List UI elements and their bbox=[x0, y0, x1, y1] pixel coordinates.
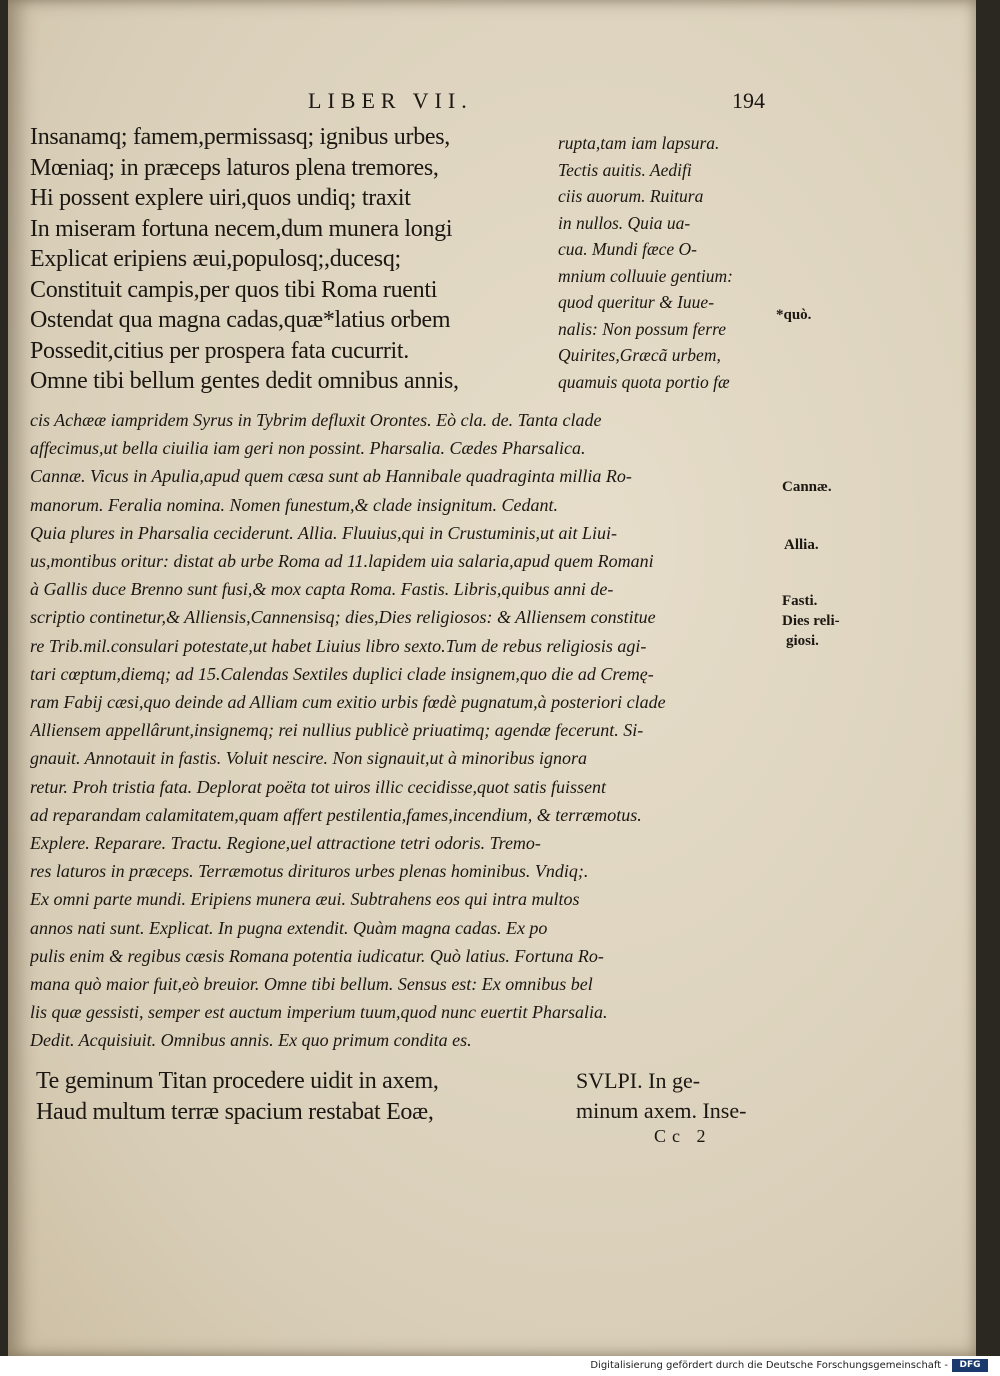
commentary-line: Tectis auitis. Aedifi bbox=[558, 159, 692, 180]
commentary-line: lis quæ gessisti, semper est auctum imperium tuum,quod nunc euertit Pharsalia. bbox=[30, 1002, 608, 1023]
margin-note: Fasti. bbox=[782, 593, 818, 609]
commentary-line: affecimus,ut bella ciuilia iam geri non possint. Pharsalia. Cædes Pharsalica. bbox=[30, 438, 586, 459]
verse-line: Explicat eripiens æui,populosq;,ducesq; bbox=[30, 246, 401, 272]
verse-block bbox=[30, 122, 570, 397]
footer-bar bbox=[0, 1356, 1000, 1376]
commentary-line: retur. Proh tristia fata. Deplorat poëta tot uiros illic cecidisse,quot satis fuissent bbox=[30, 776, 606, 797]
commentary-line: ram Fabij cæsi,quo deinde ad Alliam cum exitio urbis fœdè pugnatum,à posteriori clade bbox=[30, 692, 666, 713]
footer-credit: Digitalisierung gefördert durch die Deutsche Forschungsgemeinschaft - bbox=[590, 1360, 948, 1371]
commentary-line: mana quò maior fuit,eò breuior. Omne tibi bellum. Sensus est: Ex omnibus bel bbox=[30, 974, 593, 995]
commentary-line: re Trib.mil.consulari potestate,ut habet Liuius libro sexto.Tum de rebus religiosis agi- bbox=[30, 635, 647, 656]
commentary-line: Explere. Reparare. Tractu. Regione,uel attractione tetri odoris. Tremo- bbox=[30, 833, 541, 854]
page-number: 194 bbox=[732, 88, 765, 113]
commentary-line: in nullos. Quia ua- bbox=[558, 212, 691, 233]
margin-note: giosi. bbox=[786, 633, 819, 649]
commentary-line: SVLPI. In ge- bbox=[576, 1068, 701, 1093]
commentary-line: nalis: Non possum ferre bbox=[558, 318, 727, 339]
commentary-line: gnauit. Annotauit in fastis. Voluit nescire. Non signauit,ut à minoribus ignora bbox=[30, 748, 588, 769]
commentary-line: minum axem. Inse- bbox=[576, 1098, 747, 1123]
verse-line: Ostendat qua magna cadas,quæ*latius orbem bbox=[30, 307, 451, 333]
margin-note: *quò. bbox=[776, 307, 812, 323]
verse-line: In miseram fortuna necem,dum munera longi bbox=[30, 215, 453, 242]
commentary-line: us,montibus oritur: distat ab urbe Roma ad 11.lapidem uia salaria,apud quem Romani bbox=[30, 551, 654, 572]
commentary-line: mnium colluuie gentium: bbox=[558, 265, 733, 286]
margin-note: Dies reli- bbox=[782, 613, 840, 629]
commentary-line: annos nati sunt. Explicat. In pugna extendit. Quàm magna cadas. Ex po bbox=[30, 917, 548, 938]
commentary-line: Dedit. Acquisiuit. Omnibus annis. Ex quo primum condita es. bbox=[30, 1030, 472, 1051]
commentary-line: res laturos in præceps. Terræmotus dirituros urbes plenas hominibus. Vndiq;. bbox=[30, 861, 589, 882]
commentary-line: manorum. Feralia nomina. Nomen funestum,& clade insignitum. Cedant. bbox=[30, 494, 558, 515]
verse-line: Possedit,citius per prospera fata cucurrit. bbox=[30, 337, 409, 364]
commentary-line: cua. Mundi fæce O- bbox=[558, 239, 697, 259]
verse-line: Hi possent explere uiri,quos undiq; traxit bbox=[30, 185, 411, 211]
signature-mark: Cc 2 bbox=[654, 1126, 712, 1146]
verse-line: Insanamq; famem,permissasq; ignibus urbes, bbox=[30, 124, 450, 150]
commentary-line: tari cœptum,diemq; ad 15.Calendas Sextiles duplici clade insignem,quo die ad Cremę- bbox=[30, 663, 654, 684]
commentary-line: cis Achææ iampridem Syrus in Tybrim defluxit Orontes. Eò cla. de. Tanta clade bbox=[30, 410, 602, 430]
commentary-line: Quirites,Græcã urbem, bbox=[558, 345, 721, 365]
commentary-line: ciis auorum. Ruitura bbox=[558, 186, 704, 206]
full-width-commentary bbox=[30, 406, 782, 1055]
verse-line: Haud multum terræ spacium restabat Eoæ, bbox=[36, 1098, 434, 1125]
commentary-line: scriptio continetur,& Alliensis,Cannensisq; dies,Dies religiosos: & Alliensem constitue bbox=[30, 607, 656, 628]
book-page bbox=[8, 0, 976, 1356]
running-title: LIBER VII. bbox=[308, 88, 473, 113]
commentary-line: rupta,tam iam lapsura. bbox=[558, 133, 720, 153]
verse-line: Mœniaq; in præceps laturos plena tremores, bbox=[30, 154, 439, 181]
margin-note: Cannæ. bbox=[782, 479, 832, 495]
commentary-line: Ex omni parte mundi. Eripiens munera æui. Subtrahens eos qui intra multos bbox=[30, 889, 580, 910]
commentary-line: Alliensem appellârunt,insignemq; rei nullius publicè priuatimq; agendæ fecerunt. Si- bbox=[30, 720, 644, 741]
verse-line: Te geminum Titan procedere uidit in axem, bbox=[36, 1068, 439, 1094]
side-commentary bbox=[558, 130, 782, 395]
commentary-line: Quia plures in Pharsalia ceciderunt. Allia. Fluuius,qui in Crustuminis,ut ait Liui- bbox=[30, 522, 618, 543]
dfg-logo-icon: DFG bbox=[952, 1359, 988, 1372]
margin-note: Allia. bbox=[784, 537, 819, 553]
commentary-line: ad reparandam calamitatem,quam affert pestilentia,fames,incendium, & terræmotus. bbox=[30, 804, 642, 825]
commentary-line: pulis enim & regibus cæsis Romana potentia iudicatur. Quò latius. Fortuna Ro- bbox=[30, 945, 604, 966]
verse-block-2 bbox=[36, 1066, 556, 1127]
commentary-line: à Gallis duce Brenno sunt fusi,& mox capta Roma. Fastis. Libris,quibus anni de- bbox=[30, 579, 614, 600]
commentary-line: quamuis quota portio fæ bbox=[558, 371, 730, 392]
commentary-line: quod queritur & Iuue- bbox=[558, 292, 715, 312]
verse-line: Omne tibi bellum gentes dedit omnibus annis, bbox=[30, 368, 459, 394]
page-header bbox=[8, 88, 976, 118]
commentary-line: Cannæ. Vicus in Apulia,apud quem cæsa sunt ab Hannibale quadraginta millia Ro- bbox=[30, 466, 632, 487]
side-commentary-2 bbox=[576, 1066, 786, 1126]
verse-line: Constituit campis,per quos tibi Roma ruenti bbox=[30, 276, 438, 303]
